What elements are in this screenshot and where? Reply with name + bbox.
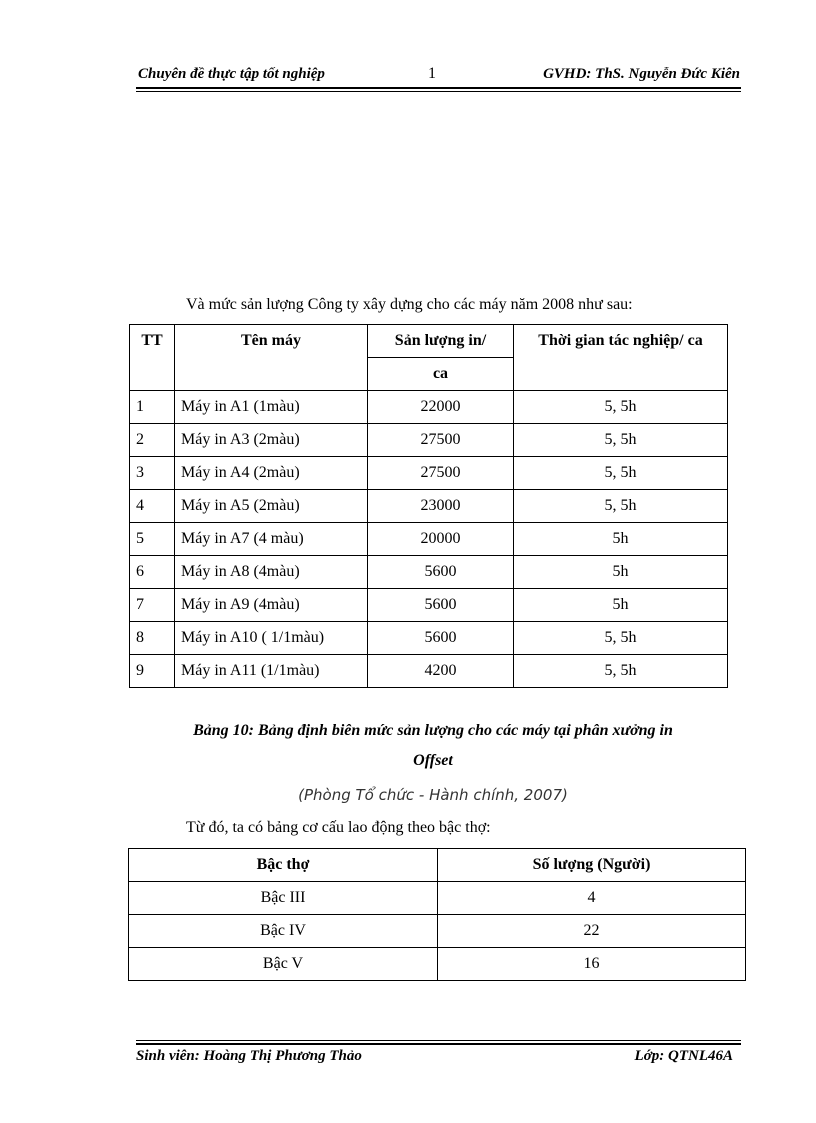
intro-paragraph-2: Từ đó, ta có bảng cơ cấu lao động theo bậc thợ: bbox=[186, 819, 491, 836]
output-table bbox=[129, 324, 728, 688]
caption-line-2: Offset bbox=[413, 752, 453, 769]
table-row bbox=[130, 457, 728, 490]
col-count-header: Số lượng (Người) bbox=[438, 849, 746, 882]
cell-machine-name: Máy in A8 (4màu) bbox=[175, 556, 368, 589]
cell-tt: 7 bbox=[130, 589, 175, 622]
cell-machine-name: Máy in A1 (1màu) bbox=[175, 391, 368, 424]
table-row bbox=[130, 655, 728, 688]
cell-time: 5h bbox=[514, 523, 728, 556]
cell-time: 5, 5h bbox=[514, 490, 728, 523]
cell-tt: 8 bbox=[130, 622, 175, 655]
table-row bbox=[130, 424, 728, 457]
cell-tt: 9 bbox=[130, 655, 175, 688]
table-header-row bbox=[129, 849, 746, 882]
cell-output: 5600 bbox=[368, 622, 514, 655]
cell-output: 20000 bbox=[368, 523, 514, 556]
cell-tt: 3 bbox=[130, 457, 175, 490]
table-row bbox=[129, 948, 746, 981]
col-tt-header: TT bbox=[130, 325, 175, 391]
cell-output: 27500 bbox=[368, 424, 514, 457]
footer-class: Lớp: QTNL46A bbox=[634, 1048, 733, 1064]
cell-machine-name: Máy in A10 ( 1/1màu) bbox=[175, 622, 368, 655]
cell-output: 22000 bbox=[368, 391, 514, 424]
cell-time: 5, 5h bbox=[514, 457, 728, 490]
cell-tt: 1 bbox=[130, 391, 175, 424]
cell-machine-name: Máy in A11 (1/1màu) bbox=[175, 655, 368, 688]
cell-time: 5h bbox=[514, 589, 728, 622]
header-advisor: GVHD: ThS. Nguyễn Đức Kiên bbox=[543, 66, 740, 82]
cell-count: 22 bbox=[438, 915, 746, 948]
cell-level: Bậc V bbox=[129, 948, 438, 981]
footer-rule-thin bbox=[136, 1040, 741, 1041]
table-row bbox=[130, 490, 728, 523]
table-row bbox=[129, 882, 746, 915]
header-rule-thin bbox=[136, 91, 741, 92]
cell-level: Bậc IV bbox=[129, 915, 438, 948]
col-level-header: Bậc thợ bbox=[129, 849, 438, 882]
cell-tt: 5 bbox=[130, 523, 175, 556]
cell-time: 5, 5h bbox=[514, 424, 728, 457]
table-row bbox=[129, 915, 746, 948]
header-title: Chuyên đề thực tập tốt nghiệp bbox=[138, 66, 325, 82]
cell-machine-name: Máy in A5 (2màu) bbox=[175, 490, 368, 523]
table-row bbox=[130, 622, 728, 655]
cell-output: 27500 bbox=[368, 457, 514, 490]
col-output-header: Sản lượng in/ bbox=[368, 325, 514, 358]
caption-line-1: Bảng 10: Bảng định biên mức sản lượng cho các máy tại phân xưởng in bbox=[193, 722, 673, 739]
cell-count: 4 bbox=[438, 882, 746, 915]
cell-output: 5600 bbox=[368, 556, 514, 589]
table-row bbox=[130, 556, 728, 589]
table-caption bbox=[130, 716, 736, 776]
cell-tt: 6 bbox=[130, 556, 175, 589]
header-rule bbox=[136, 87, 741, 89]
cell-output: 5600 bbox=[368, 589, 514, 622]
cell-machine-name: Máy in A3 (2màu) bbox=[175, 424, 368, 457]
col-output-header-line2: ca bbox=[368, 358, 514, 391]
col-time-header: Thời gian tác nghiệp/ ca bbox=[514, 325, 728, 391]
cell-count: 16 bbox=[438, 948, 746, 981]
cell-time: 5, 5h bbox=[514, 391, 728, 424]
footer-student: Sinh viên: Hoàng Thị Phương Thảo bbox=[136, 1048, 362, 1064]
cell-machine-name: Máy in A9 (4màu) bbox=[175, 589, 368, 622]
cell-tt: 4 bbox=[130, 490, 175, 523]
page-header bbox=[136, 64, 740, 86]
cell-machine-name: Máy in A4 (2màu) bbox=[175, 457, 368, 490]
intro-paragraph: Và mức sản lượng Công ty xây dựng cho các máy năm 2008 như sau: bbox=[186, 296, 633, 313]
page-footer bbox=[136, 1045, 741, 1067]
col-name-header: Tên máy bbox=[175, 325, 368, 391]
cell-tt: 2 bbox=[130, 424, 175, 457]
cell-time: 5h bbox=[514, 556, 728, 589]
cell-machine-name: Máy in A7 (4 màu) bbox=[175, 523, 368, 556]
labor-structure-table bbox=[128, 848, 746, 981]
table-row bbox=[130, 391, 728, 424]
table-row bbox=[130, 589, 728, 622]
cell-output: 23000 bbox=[368, 490, 514, 523]
table-header-row bbox=[130, 325, 728, 358]
cell-level: Bậc III bbox=[129, 882, 438, 915]
table-source: (Phòng Tổ chức - Hành chính, 2007) bbox=[298, 786, 568, 804]
cell-time: 5, 5h bbox=[514, 622, 728, 655]
cell-output: 4200 bbox=[368, 655, 514, 688]
cell-time: 5, 5h bbox=[514, 655, 728, 688]
table-row bbox=[130, 523, 728, 556]
page-number: 1 bbox=[428, 65, 436, 82]
